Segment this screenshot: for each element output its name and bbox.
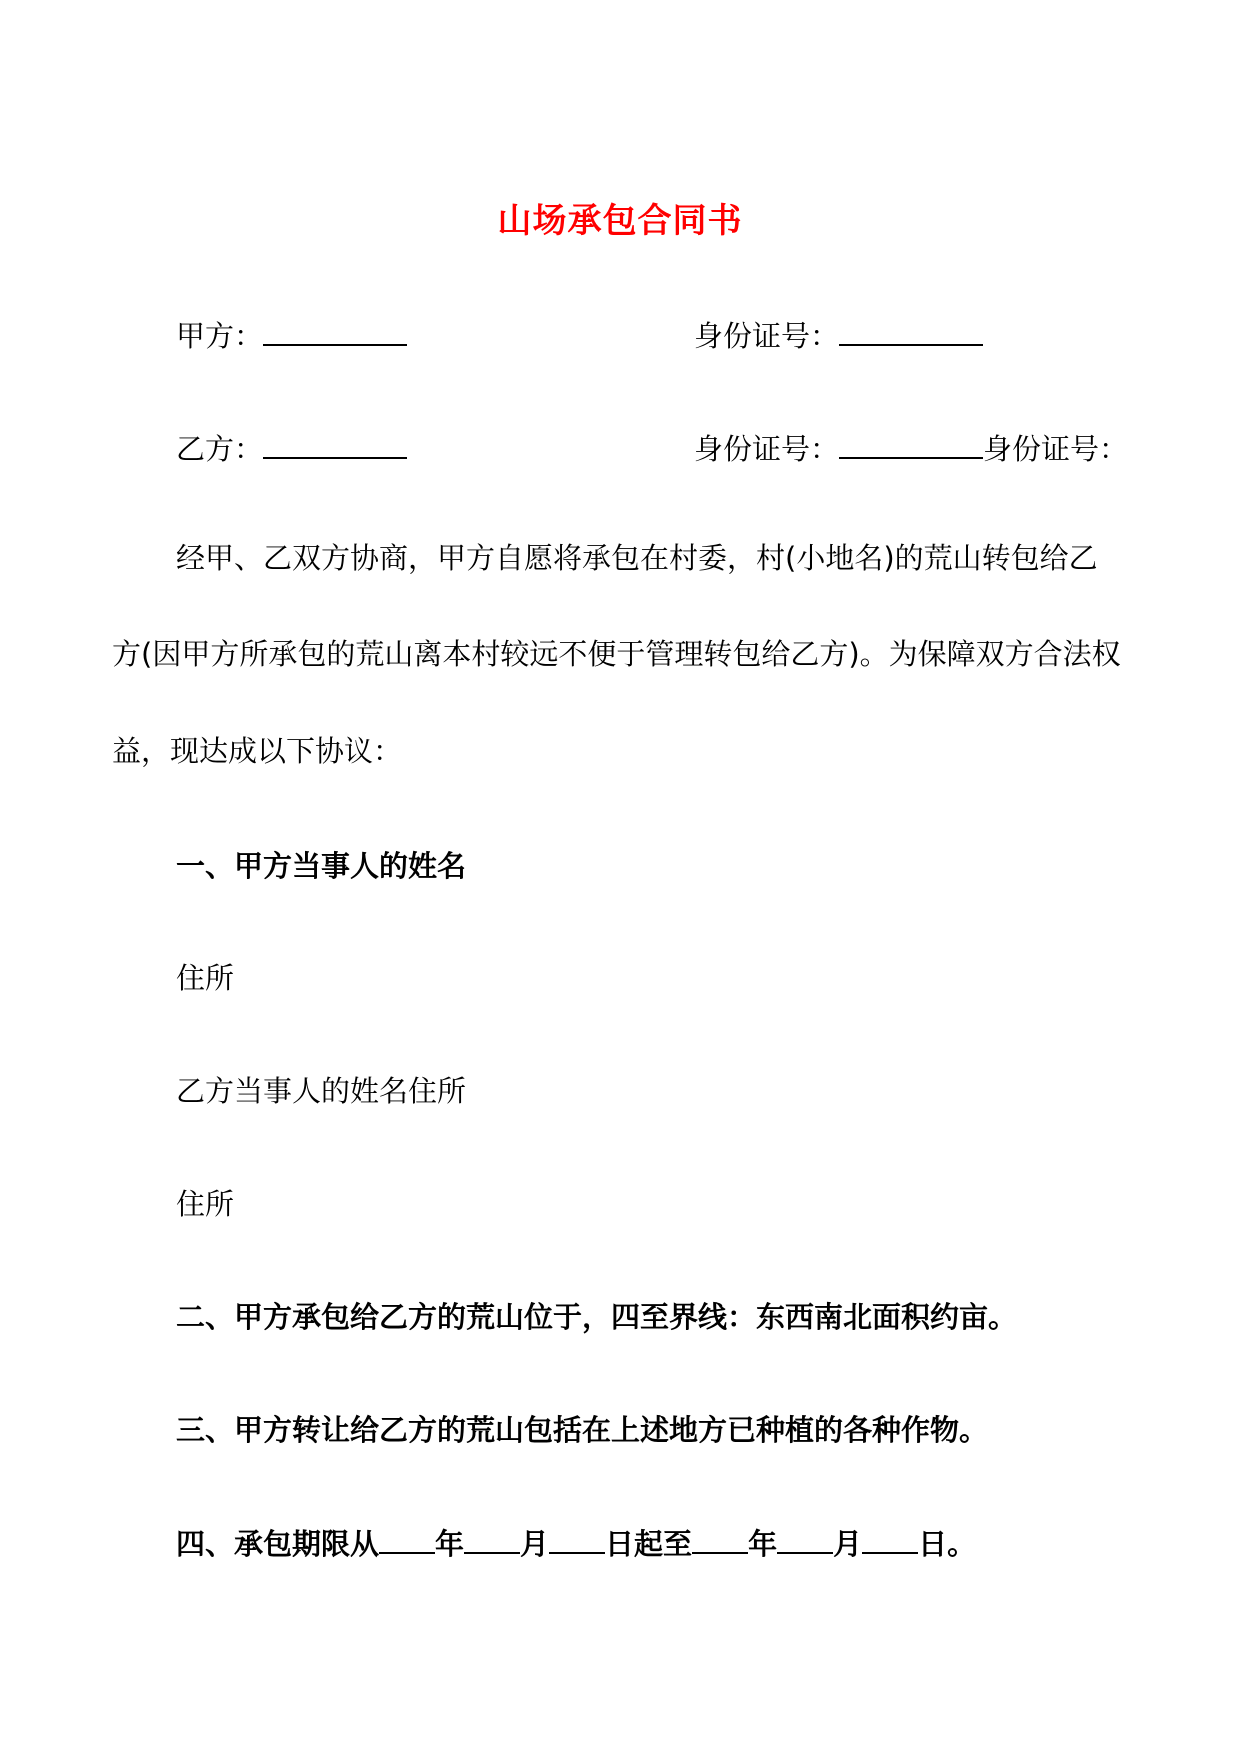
- party-b-id-label: 身份证号：: [694, 432, 840, 466]
- start-day-label: 日起至: [605, 1527, 693, 1561]
- end-day-label: 日。: [918, 1527, 977, 1561]
- party-b-id-line: [694, 427, 1128, 469]
- party-a-line: [176, 314, 407, 356]
- party-b-line: [176, 427, 407, 469]
- section-3: 三、甲方转让给乙方的荒山包括在上述地方已种植的各种作物。: [176, 1413, 989, 1447]
- end-day-blank[interactable]: [862, 1522, 918, 1554]
- party-a-id-blank[interactable]: [839, 314, 983, 346]
- start-year-blank[interactable]: [379, 1522, 435, 1554]
- start-month-label: 月: [520, 1527, 550, 1561]
- start-month-blank[interactable]: [464, 1522, 520, 1554]
- party-a-label: 甲方：: [176, 319, 264, 353]
- party-b-label: 乙方：: [176, 432, 264, 466]
- party-a-name-blank[interactable]: [263, 314, 407, 346]
- intro-line-2: 方(因甲方所承包的荒山离本村较远不便于管理转包给乙方)。为保障双方合法权: [112, 637, 1121, 671]
- section-2: 二、甲方承包给乙方的荒山位于，四至界线：东西南北面积约亩。: [176, 1300, 1018, 1334]
- party-a-id-line: [694, 314, 983, 356]
- start-day-blank[interactable]: [549, 1522, 605, 1554]
- section-1-party-b: 乙方当事人的姓名住所: [176, 1074, 467, 1108]
- section-1-residence: 住所: [176, 961, 235, 995]
- end-year-blank[interactable]: [692, 1522, 748, 1554]
- section-1-heading: 一、甲方当事人的姓名: [176, 849, 467, 883]
- section-4: [176, 1522, 976, 1564]
- end-month-blank[interactable]: [777, 1522, 833, 1554]
- end-month-label: 月: [833, 1527, 863, 1561]
- section-4-prefix: 四、承包期限从: [176, 1527, 380, 1561]
- party-b-name-blank[interactable]: [263, 427, 407, 459]
- intro-line-3: 益，现达成以下协议：: [112, 734, 403, 768]
- document-title: 山场承包合同书: [497, 201, 743, 241]
- party-a-id-label: 身份证号：: [694, 319, 840, 353]
- party-b-id-label-extra: 身份证号：: [983, 432, 1129, 466]
- start-year-label: 年: [435, 1527, 465, 1561]
- section-1-residence-2: 住所: [176, 1187, 235, 1221]
- party-b-id-blank[interactable]: [839, 427, 983, 459]
- end-year-label: 年: [748, 1527, 778, 1561]
- intro-line-1: 经甲、乙双方协商，甲方自愿将承包在村委，村(小地名)的荒山转包给乙: [176, 541, 1098, 575]
